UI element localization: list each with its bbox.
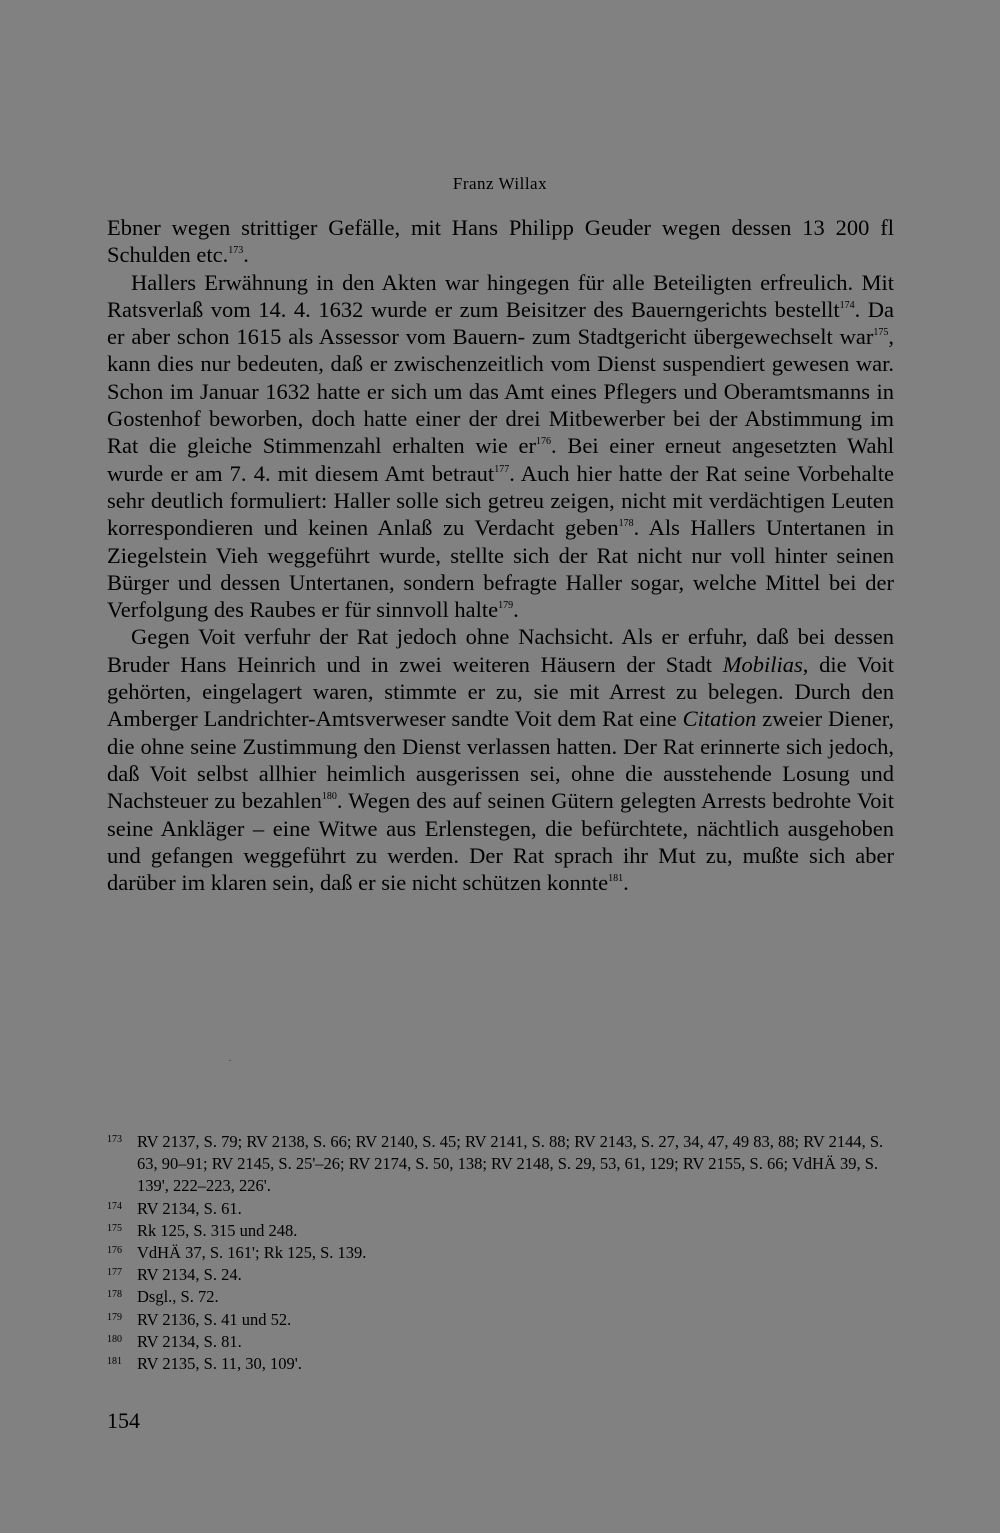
footnote-number: 173 [107, 1134, 122, 1145]
footnote-ref: 178 [618, 518, 634, 530]
footnote-number: 181 [107, 1356, 122, 1368]
footnote-number: 174 [107, 1200, 122, 1212]
running-head: Franz Willax [452, 174, 548, 193]
page-number: 154 [107, 1408, 140, 1433]
text-run: Gegen Voit verfuhr der Rat jedoch ohne Nachsicht. Als er erfuhr, daß bei dessen Bruder Hans Heinrich und in zwei weiteren Häusern der Stadt [107, 624, 894, 677]
footnote-text: Dsgl., S. 72. [137, 1287, 219, 1307]
footnote-number: 180 [107, 1333, 122, 1345]
text-run: . Wegen des auf seinen Gütern gelegten Arrests bedrohte Voit seine Ankläger – eine Witwe aus Erlenstegen, die befürchtete, nächtlich ausgehoben und gefangen weggeführt zu werden. Der Rat sprach ihr Mut zu, mußte sich aber darüber im klaren sein, daß er sie nicht schützen konnte [107, 788, 894, 896]
footnote [107, 1198, 897, 1220]
footnote-text: RV 2135, S. 11, 30, 109'. [137, 1354, 302, 1374]
footnote [107, 1286, 897, 1308]
footnote-ref: 177 [494, 463, 510, 475]
footnote [107, 1309, 897, 1331]
footnote-ref: 173 [228, 245, 244, 257]
text-run: . Bei einer erneut angesetzten Wahl wurde er am 7. 4. mit diesem Amt betraut [107, 433, 894, 486]
text-run: . Auch hier hatte der Rat seine Vorbehalte sehr deutlich formuliert: Haller solle sich getreu zeigen, nicht mit verdächtigen Leuten korrespondieren und keinen Anlaß zu Verdacht geben [107, 460, 894, 541]
footnote [107, 1220, 897, 1242]
footnote-text: VdHÄ 37, S. 161'; Rk 125, S. 139. [137, 1243, 367, 1263]
text-run: . [623, 870, 629, 896]
text-run: . [513, 597, 519, 623]
footnote-number: 179 [107, 1311, 122, 1323]
footnote [107, 1131, 897, 1198]
paragraph [107, 214, 894, 269]
footnote [107, 1264, 897, 1286]
footnote-ref: 179 [498, 600, 514, 612]
footnote-text: RV 2134, S. 81. [137, 1331, 242, 1351]
body-text [107, 214, 894, 896]
paragraph [107, 623, 894, 896]
footnote [107, 1353, 897, 1375]
stray-mark [229, 1060, 231, 1061]
footnote-text: RV 2136, S. 41 und 52. [137, 1309, 292, 1329]
footnote-ref: 175 [873, 327, 889, 339]
footnote-ref: 176 [536, 436, 552, 448]
italic-text: Citation [682, 706, 757, 732]
footnote-text: RV 2134, S. 61. [137, 1198, 242, 1218]
text-run: , kann dies nur bedeuten, daß er zwischenzeitlich vom Dienst suspendiert gewesen war. Schon im Januar 1632 hatte er sich um das Amt eines Pflegers und Oberamtsmanns in Gostenhof beworben, doch hatte einer der drei Mitbewerber bei der Abstimmung im Rat die gleiche Stimmenzahl erhalten wie er [107, 324, 894, 459]
footnote [107, 1331, 897, 1353]
italic-text: Mobilias [722, 651, 803, 677]
text-run: . Da er aber schon 1615 als Assessor vom Bauern- zum Stadtgericht übergewechselt war [107, 296, 894, 350]
text-run: Hallers Erwähnung in den Akten war hingegen für alle Beteiligten erfreulich. Mit Ratsverlaß vom 14. 4. 1632 wurde er zum Beisitzer des Bauerngerichts bestellt [107, 269, 894, 322]
footnote-text: RV 2134, S. 24. [137, 1265, 242, 1285]
footnote-ref: 180 [321, 791, 337, 803]
text-run: zweier Diener, die ohne seine Zustimmung den Dienst verlassen hatten. Der Rat erinnerte sich jedoch, daß Voit selbst allhier heimlich ausgerissen sei, ohne die ausstehende Losung und Nachsteuer zu bezahlen [107, 706, 894, 814]
footnote [107, 1242, 897, 1264]
footnote-ref: 181 [608, 873, 624, 885]
footnote-number: 176 [107, 1245, 122, 1257]
footnotes [107, 1131, 897, 1375]
paragraph [107, 269, 894, 624]
footnote-text: Rk 125, S. 315 und 248. [137, 1220, 298, 1240]
footnote-text: RV 2137, S. 79; RV 2138, S. 66; RV 2140, S. 45; RV 2141, S. 88; RV 2143, S. 27, 34, 47, 49 83, 88; RV 2144, S. 63, 90–91; RV 2145, S. 25'–26; RV 2174, S. 50, 138; RV 2148, S. 29, 53, 61, 129; RV 2155, S. 66; VdHÄ 39, S. 139', 222–223, 226'. [137, 1132, 884, 1196]
text-run: , die Voit gehörten, eingelagert waren, stimmte er zu, sie mit Arrest zu belegen. Durch den Amberger Landrichter-Amtsverweser sandte Voit dem Rat eine [107, 651, 894, 732]
footnote-ref: 174 [839, 299, 855, 311]
footnote-number: 175 [107, 1222, 122, 1234]
text-run: Ebner wegen strittiger Gefälle, mit Hans Philipp Geuder wegen dessen 13 200 fl Schulden etc. [107, 215, 894, 268]
footnote-number: 177 [107, 1267, 122, 1279]
text-run: . Als Hallers Untertanen in Ziegelstein Vieh weggeführt wurde, stellte sich der Rat nicht nur voll hinter seinen Bürger und dessen Untertanen, sondern befragte Haller sogar, welche Mittel bei der Verfolgung des Raubes er für sinnvoll halte [107, 515, 894, 623]
footnote-number: 178 [107, 1289, 122, 1301]
text-run: . [243, 242, 249, 268]
